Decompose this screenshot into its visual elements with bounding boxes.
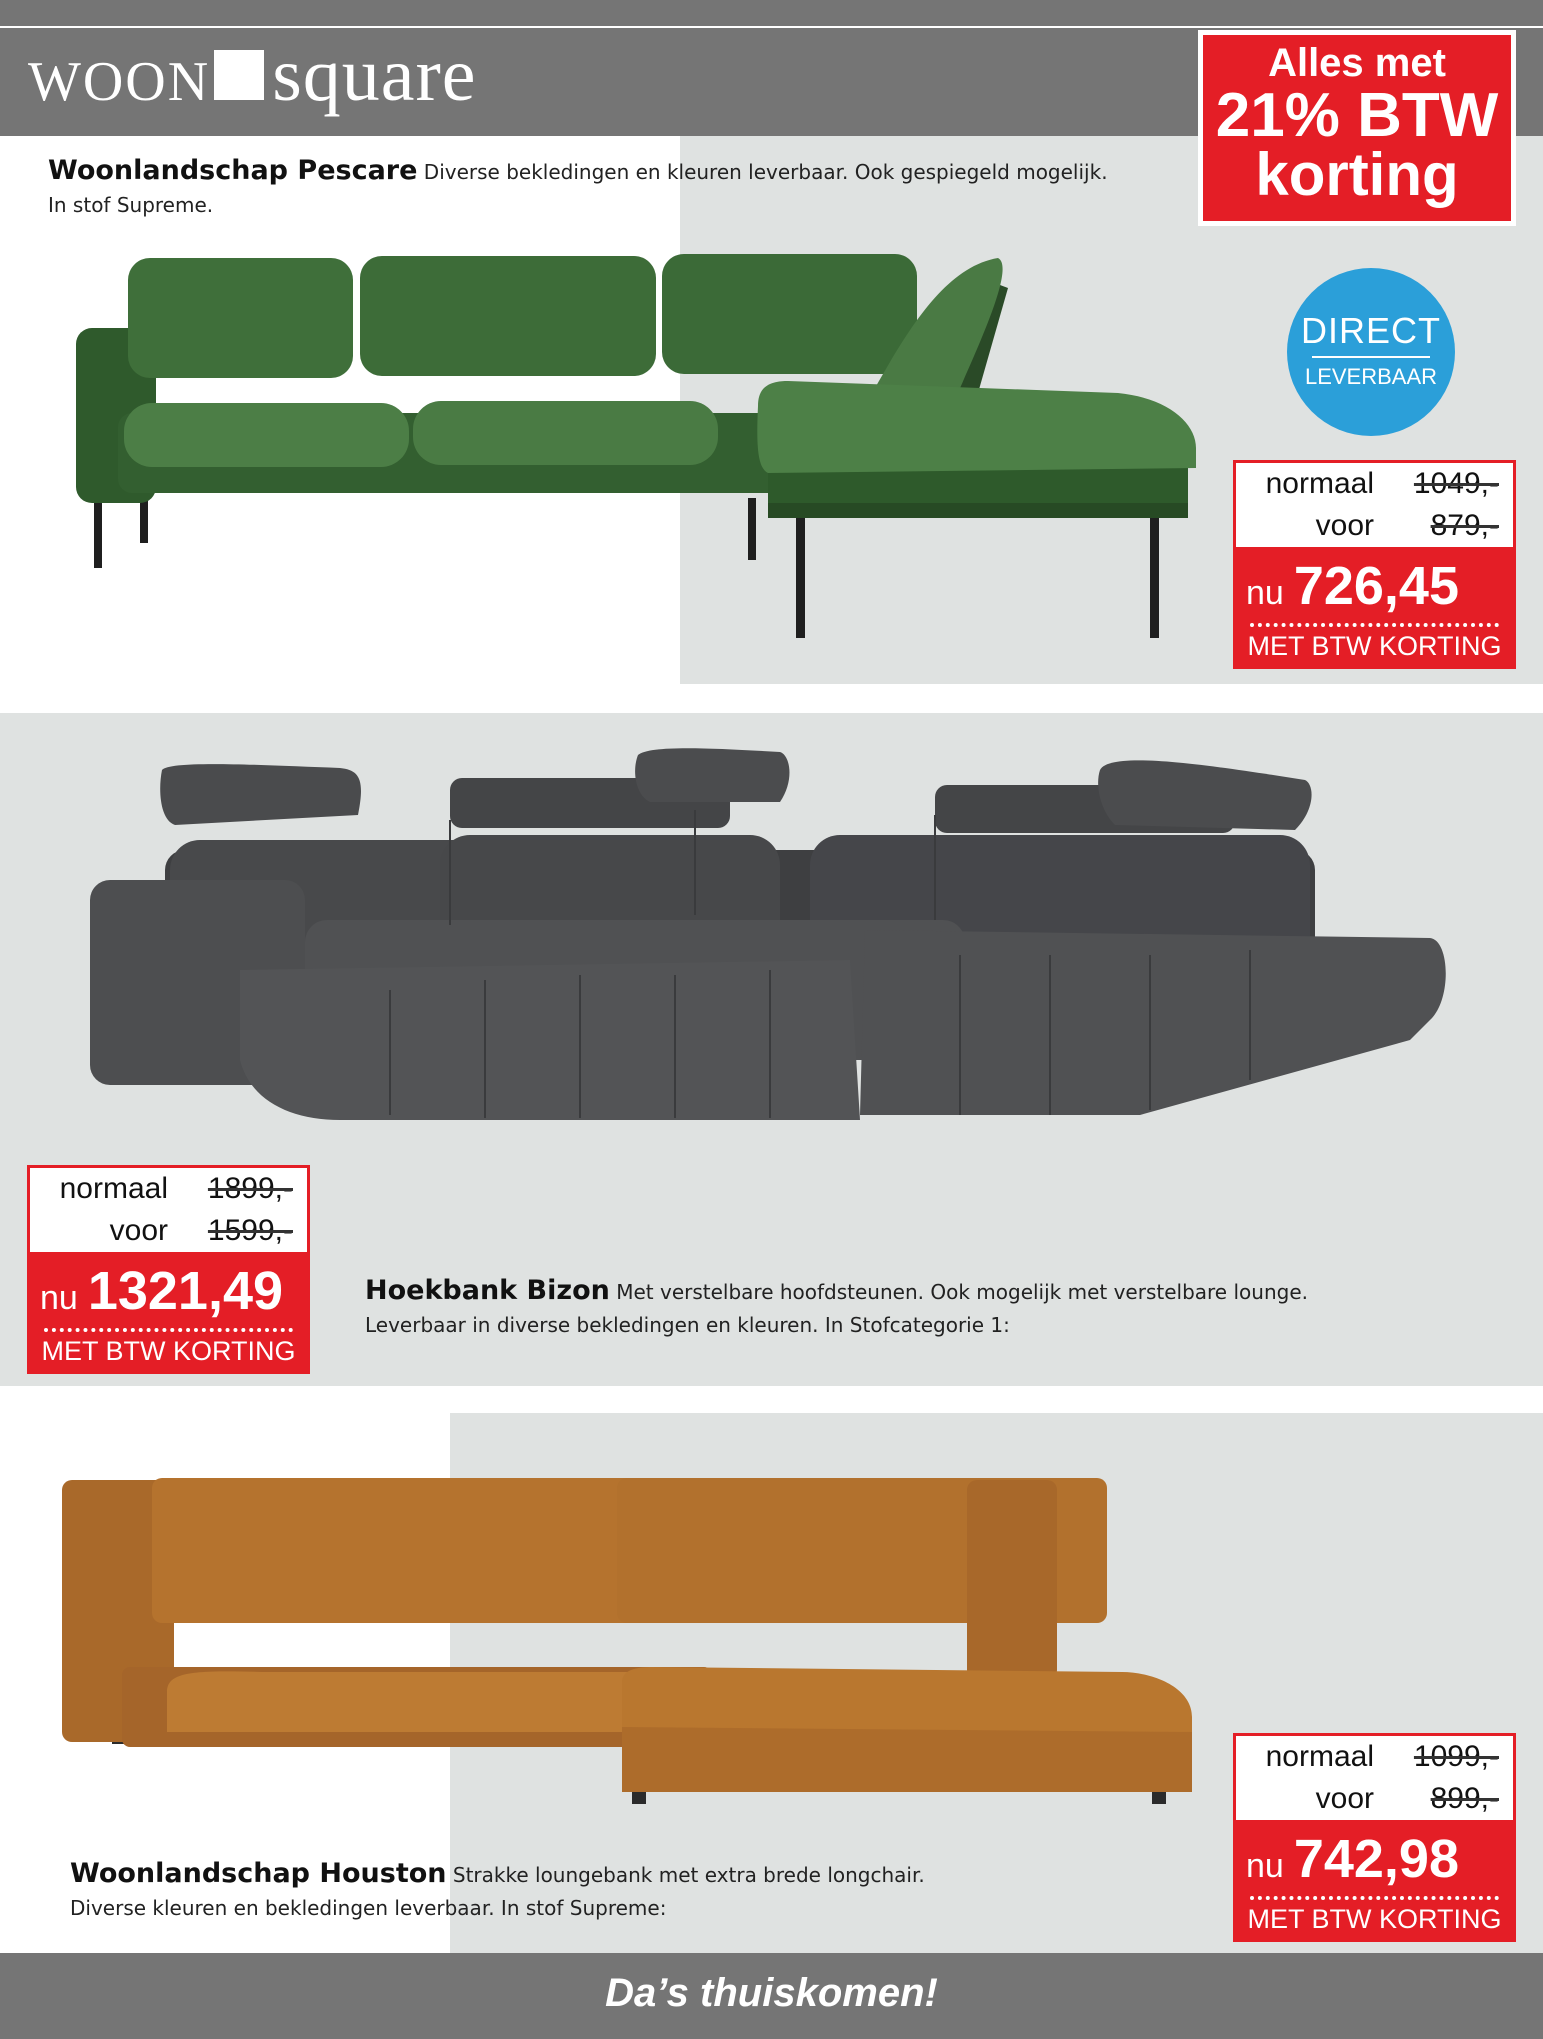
houston-sofa-image — [62, 1472, 1197, 1807]
btw-korting-note: MET BTW KORTING — [1247, 1904, 1502, 1934]
price-tag-pescare — [1233, 460, 1516, 669]
normaal-label: normaal — [59, 1172, 168, 1205]
dotted-divider — [44, 1328, 293, 1332]
description-text: Diverse bekledingen en kleuren leverbaar. Ook gespiegeld mogelijk. — [417, 160, 1108, 184]
description-line-2: Diverse kleuren en bekledingen leverbaar. In stof Supreme: — [70, 1896, 667, 1920]
dotted-divider — [1250, 623, 1499, 627]
description-text: Met verstelbare hoofdsteunen. Ook mogelijk met verstelbare lounge. — [609, 1280, 1308, 1304]
product-description-pescare — [48, 154, 1178, 222]
brand-word-square: square — [272, 33, 477, 117]
product-description-houston — [70, 1857, 1070, 1925]
price-row-normaal — [1236, 1736, 1513, 1778]
description-text: Strakke loungebank met extra brede longchair. — [446, 1863, 925, 1887]
direct-leverbaar-badge — [1287, 268, 1455, 436]
pescare-sofa-image — [68, 248, 1203, 643]
btw-korting-note: MET BTW KORTING — [1247, 631, 1502, 661]
logo-square-icon — [214, 50, 264, 100]
voor-price: 879,- — [1430, 509, 1499, 542]
normaal-price: 1049,- — [1413, 467, 1499, 500]
now-price: 742,98 — [1293, 1829, 1459, 1889]
nu-label: nu — [40, 1279, 78, 1317]
footer-bar — [0, 1953, 1543, 2039]
description-line-1 — [70, 1857, 1070, 1892]
price-tag-houston — [1233, 1733, 1516, 1942]
price-row-normaal — [30, 1168, 307, 1210]
voor-label: voor — [1315, 509, 1374, 542]
normaal-price: 1899,- — [207, 1172, 293, 1205]
now-price: 1321,49 — [87, 1261, 284, 1321]
now-price: 726,45 — [1293, 556, 1459, 616]
promo-line-2: 21% BTW — [1215, 81, 1499, 150]
bizon-sofa-image — [90, 740, 1452, 1125]
normaal-label: normaal — [1265, 1740, 1374, 1773]
voor-label: voor — [1315, 1782, 1374, 1815]
price-now-block — [30, 1252, 307, 1371]
dotted-divider — [1250, 1896, 1499, 1900]
price-tag-bizon — [27, 1165, 310, 1374]
voor-price: 1599,- — [207, 1214, 293, 1247]
promo-line-3: korting — [1255, 141, 1459, 208]
badge-line-1: DIRECT — [1301, 310, 1441, 351]
btw-korting-note: MET BTW KORTING — [41, 1336, 296, 1366]
header-divider — [0, 26, 1543, 28]
normaal-price: 1099,- — [1413, 1740, 1499, 1773]
product-name: Woonlandschap Pescare — [48, 155, 418, 186]
price-row-voor — [1236, 505, 1513, 547]
normaal-label: normaal — [1265, 467, 1374, 500]
nu-label: nu — [1246, 574, 1284, 612]
description-line-1 — [48, 154, 1178, 189]
price-row-normaal — [1236, 463, 1513, 505]
price-row-voor — [30, 1210, 307, 1252]
description-line-2: Leverbaar in diverse bekledingen en kleuren. In Stofcategorie 1: — [365, 1313, 1010, 1337]
voor-price: 899,- — [1430, 1782, 1499, 1815]
voor-label: voor — [109, 1214, 168, 1247]
brand-logo — [28, 32, 477, 119]
brand-word-woon: WOON — [28, 51, 211, 113]
price-row-voor — [1236, 1778, 1513, 1820]
badge-divider — [1312, 356, 1430, 358]
nu-label: nu — [1246, 1847, 1284, 1885]
product-name: Woonlandschap Houston — [70, 1858, 447, 1889]
footer-slogan: Da’s thuiskomen! — [605, 1971, 938, 2015]
promo-line-1: Alles met — [1268, 41, 1446, 85]
description-line-2: In stof Supreme. — [48, 193, 214, 217]
btw-korting-promo — [1198, 30, 1516, 226]
price-now-block — [1236, 547, 1513, 666]
description-line-1 — [365, 1274, 1465, 1309]
product-description-bizon — [365, 1274, 1465, 1342]
badge-line-2: LEVERBAAR — [1304, 364, 1438, 389]
price-now-block — [1236, 1820, 1513, 1939]
product-name: Hoekbank Bizon — [365, 1275, 610, 1306]
